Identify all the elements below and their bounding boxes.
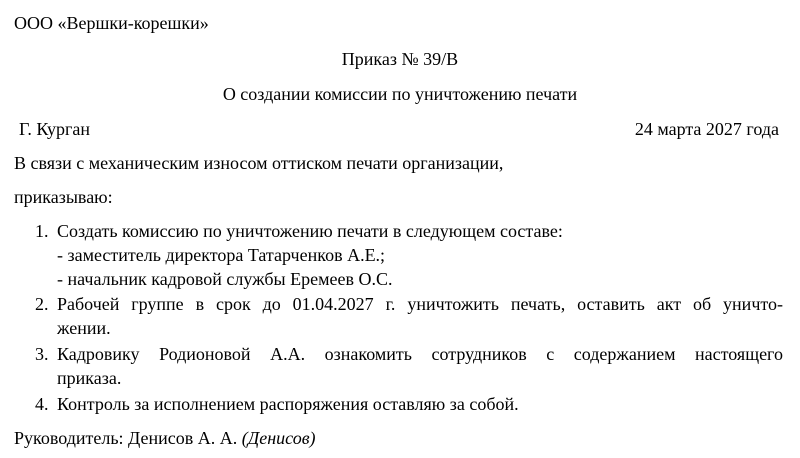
signature-line: [14, 427, 316, 449]
list-item-text: Рабочей группе в срок до 01.04.2027 г. уничтожить печать, оставить акт об уничто-: [57, 294, 783, 314]
list-item-text: Создать комиссию по уничтожению печати в следующем составе:: [57, 221, 563, 241]
list-item-number: 4.: [35, 394, 49, 414]
preamble-line-2: приказываю:: [14, 187, 113, 207]
list-item-subline: - начальник кадровой службы Еремеев О.С.: [57, 269, 393, 289]
preamble-line-1: В связи с механическим износом оттиском печати организации,: [14, 153, 504, 173]
order-date: 24 марта 2027 года: [634, 119, 779, 139]
list-item-number: 2.: [35, 294, 49, 314]
list-item-text: Кадровику Родионовой А.А. ознакомить сотрудников с содержанием настоящего: [57, 344, 783, 364]
list-item-number: 1.: [35, 221, 49, 241]
signature-label: Руководитель: Денисов А. А.: [14, 428, 238, 448]
handwritten-signature: (Денисов): [241, 428, 316, 448]
list-item-subline: - заместитель директора Татарченков А.Е.;: [57, 245, 386, 265]
list-item-number: 3.: [35, 344, 49, 364]
list-item-continuation: приказа.: [57, 368, 122, 388]
list-item-text: Контроль за исполнением распоряжения оставляю за собой.: [57, 394, 519, 414]
order-title: Приказ № 39/В: [341, 49, 459, 69]
order-subject: О создании комиссии по уничтожению печати: [222, 84, 578, 104]
list-item-continuation: жении.: [57, 318, 111, 338]
organization-name: ООО «Вершки-корешки»: [14, 13, 209, 33]
city: Г. Курган: [19, 119, 91, 139]
